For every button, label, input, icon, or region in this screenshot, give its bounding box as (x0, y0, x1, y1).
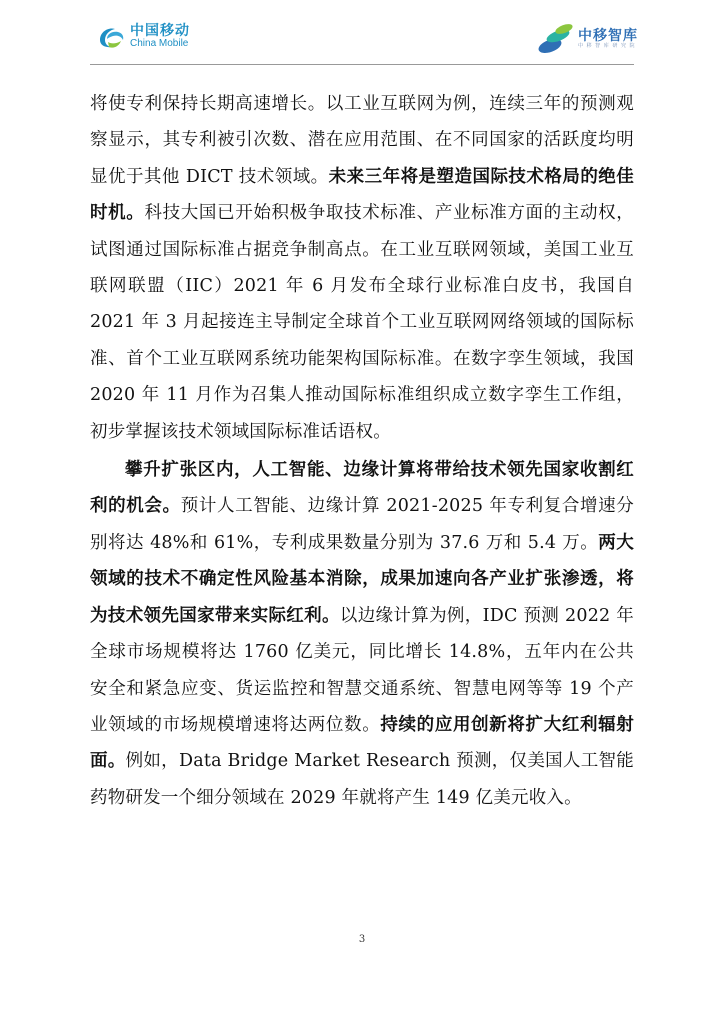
think-tank-logo-sub: 中 移 智 库 研 究 院 (578, 42, 636, 49)
text-run: 以边缘计算为例，IDC 预测 2022 年全球市场规模将达 1760 亿美元，同比增长 14.8%，五年内在公共安全和紧急应变、货运监控和智慧交通系统、智慧电网等等 19 个产业领域的市场规模增速将达两位数。 (90, 605, 634, 735)
paragraph (90, 452, 634, 816)
body-text (90, 86, 634, 816)
china-mobile-logo (96, 22, 190, 52)
bold-text-run: 两大领域的技术不确定性风险基本消除，成果加速向各产业扩张渗透，将为技术领先国家带来实际红利。 (90, 532, 634, 626)
bold-text-run: 攀升扩张区内，人工智能、边缘计算将带给技术领先国家收割红利的机会。 (90, 460, 634, 517)
china-mobile-logo-cn: 中国移动 (130, 23, 190, 40)
china-mobile-logo-icon (96, 22, 126, 52)
text-run: 例如，Data Bridge Market Research 预测，仅美国人工智能药物研发一个细分领域在 2029 年就将产生 149 亿美元收入。 (90, 751, 634, 808)
think-tank-logo-icon (536, 20, 576, 58)
text-run: 预计人工智能、边缘计算 2021-2025 年专利复合增速分别将达 48%和 61%，专利成果数量分别为 37.6 万和 5.4 万。 (90, 496, 635, 553)
china-mobile-logo-en: China Mobile (130, 38, 189, 50)
zhongyi-think-tank-logo (536, 20, 638, 58)
page-header (0, 0, 724, 68)
text-run: 科技大国已开始积极争取技术标准、产业标准方面的主动权，试图通过国际标准占据竞争制高点。在工业互联网领域，美国工业互联网联盟（IIC）2021 年 6 月发布全球行业标准白皮书，我国自 2021 年 3 月起接连主导制定全球首个工业互联网网络领域的国际标准、首个工业互联网系统功能架构国际标准。在数字孪生领域，我国 2020 年 11 月作为召集人推动国际标准组织成立数字孪生工作组，初步掌握该技术领域国际标准话语权。 (90, 203, 634, 442)
think-tank-logo-cn: 中移智库 (578, 27, 638, 44)
page-number: 3 (358, 934, 366, 945)
header-divider (90, 64, 634, 65)
text-run: 将使专利保持长期高速增长。以工业互联网为例，连续三年的预测观察显示，其专利被引次数、潜在应用范围、在不同国家的活跃度均明显优于其他 DICT 技术领域。 (90, 94, 634, 187)
bold-text-run: 未来三年将是塑造国际技术格局的绝佳时机。 (90, 166, 634, 224)
bold-text-run: 持续的应用创新将扩大红利辐射面。 (90, 714, 634, 772)
paragraph (90, 86, 634, 450)
